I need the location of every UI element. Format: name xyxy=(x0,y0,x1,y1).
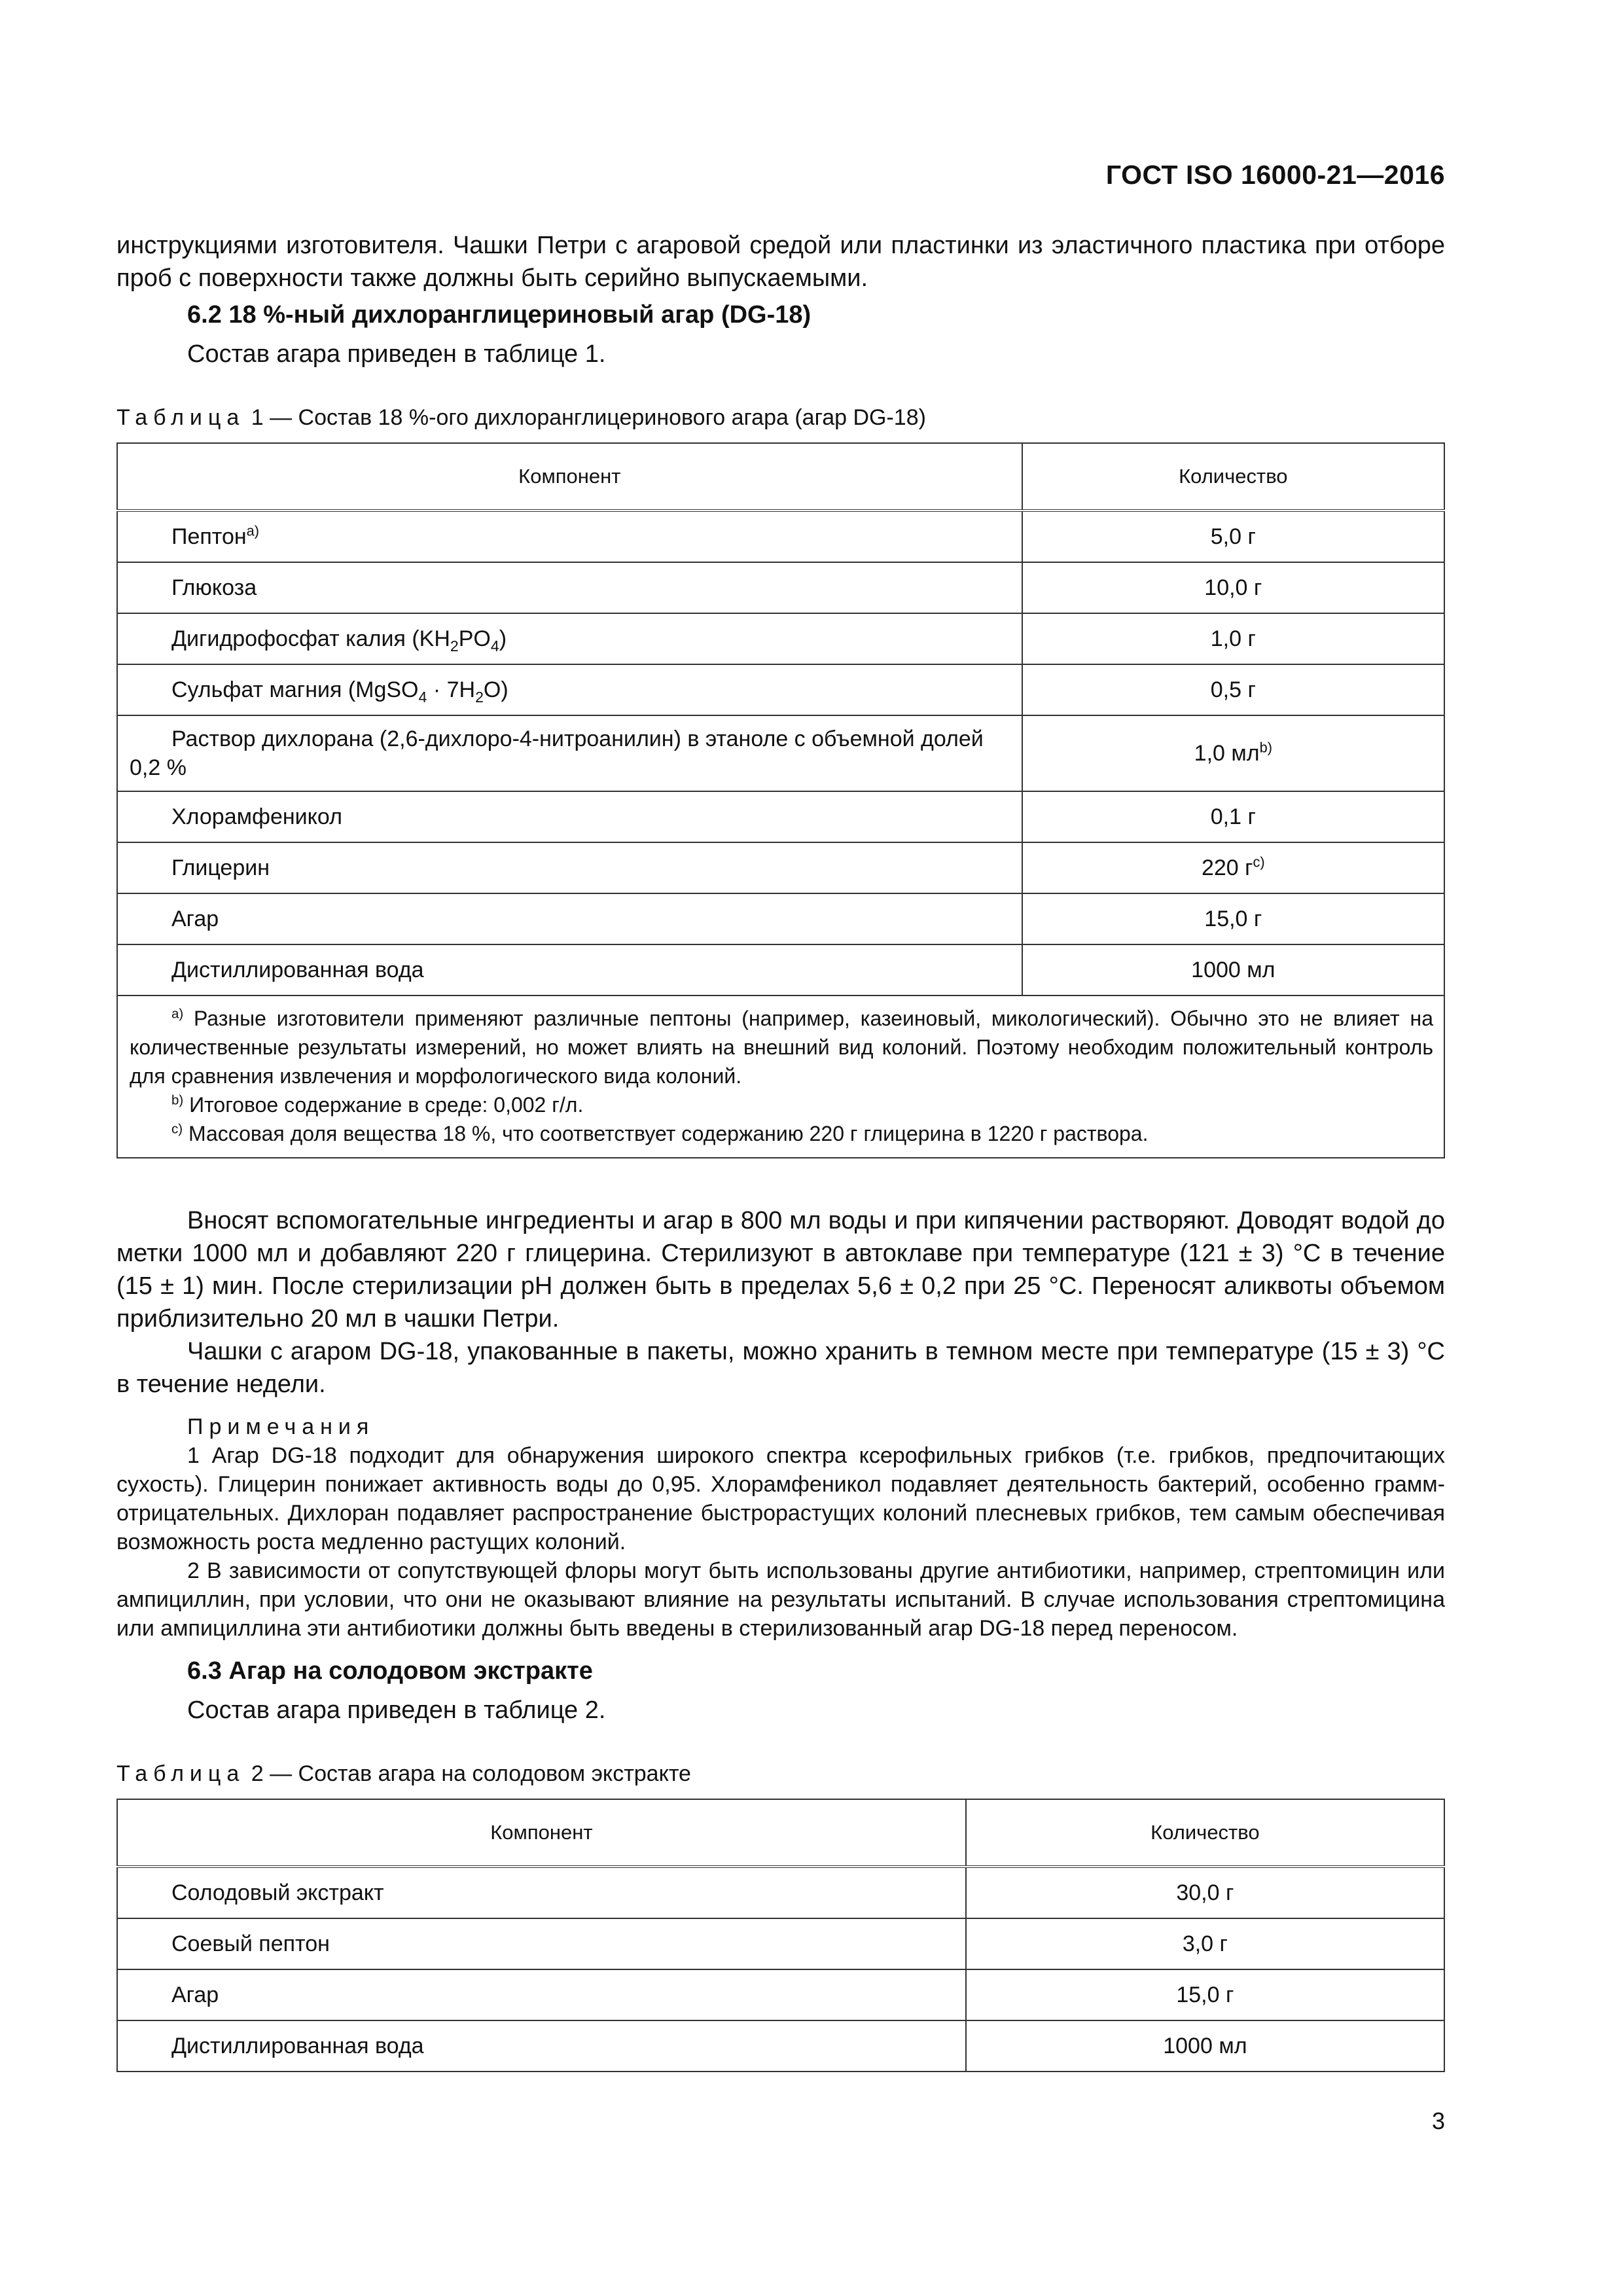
procedure-paragraph-2: Чашки с агаром DG-18, упакованные в пакеты, можно хранить в темном месте при температуре (15 ± 3) °C в течение недели. xyxy=(116,1338,1445,1398)
section-heading-6-2: 6.2 18 %-ный дихлоранглицериновый агар (DG-18) xyxy=(187,301,812,329)
table1-col-quantity: Количество xyxy=(1022,443,1444,511)
table-cell-quantity: 10,0 г xyxy=(1022,562,1444,613)
table-cell-quantity: 0,1 г xyxy=(1022,791,1444,842)
intro-paragraph: инструкциями изготовителя. Чашки Петри с агаровой средой или пластинки из эластичного пластика при отборе проб с поверхности также должны быть серийно выпускаемыми. xyxy=(116,232,1445,292)
table1-caption-text: 1 — Состав 18 %-ого дихлоранглицеринового агара (агар DG-18) xyxy=(245,405,926,430)
table2-header-row xyxy=(117,1799,1444,1867)
table-cell-component: Глюкоза xyxy=(117,562,1022,613)
table-row xyxy=(117,511,1444,562)
table-cell-component: Сульфат магния (MgSO$_4$ · $7H_2O$) xyxy=(117,664,1022,715)
table-row xyxy=(117,1867,1444,1918)
table-row xyxy=(117,2020,1444,2072)
table-cell-component: Соевый пептон xyxy=(117,1918,966,1969)
table-cell-component: Раствор дихлорана (2,6-дихлоро-4-нитроанилин) в этаноле с объемной долей 0,2 % xyxy=(117,715,1022,791)
table1-col-component: Компонент xyxy=(117,443,1022,511)
section-heading-6-3: 6.3 Агар на солодовом экстракте xyxy=(187,1657,593,1685)
table-row xyxy=(117,893,1444,944)
table1-caption-word: Таблица xyxy=(116,405,245,430)
table-cell-component: Дистиллированная вода xyxy=(117,2020,966,2072)
table-cell-quantity: 15,0 г xyxy=(966,1969,1444,2020)
table2-col-component: Компонент xyxy=(117,1799,966,1867)
procedure-paragraph-1: Вносят вспомогательные ингредиенты и агар в 800 мл воды и при кипячении растворяют. Доводят водой до метки 1000 мл и добавляют 220 г глицерина. Стерилизуют в автоклаве при температуре (121 ± 3) °C в течение (15 ± 1) мин. После стерилизации рН должен быть в пределах 5,6 ± 0,2 при 25 °C. Переносят аликвоты объемом приблизительно 20 мл в чашки Петри. xyxy=(116,1207,1445,1333)
table2-caption-text: 2 — Состав агара на солодовом экстракте xyxy=(245,1761,691,1786)
footnote-a: $^{а)}$ Разные изготовители применяют различные пептоны (например, казеиновый, микологический). Обычно это не влияет на количественные результаты измерений, но может влиять на внешний вид колоний. Поэтому необходим положительный контроль для сравнения извлечения и морфологического вида колоний. xyxy=(130,1006,1433,1088)
note-2: 2 В зависимости от сопутствующей флоры могут быть использованы другие антибиотики, например, стрептомицин или ампициллин, при условии, что они не оказывают влияние на результаты испытаний. В случае использования стрептомицина или ампициллина эти антибиотики должны быть введены в стерилизованный агар DG-18 перед переносом. xyxy=(116,1558,1445,1641)
table-row xyxy=(117,944,1444,996)
table1-footnotes xyxy=(117,996,1444,1158)
table-cell-component: Агар xyxy=(117,1969,966,2020)
footnote-c: $^{c)}$ Массовая доля вещества 18 %, что соответствует содержанию 220 г глицерина в 1220 г раствора. xyxy=(171,1121,1149,1145)
table-row xyxy=(117,613,1444,664)
table-cell-quantity: 1000 мл xyxy=(1022,944,1444,996)
table-cell-quantity: 5,0 г xyxy=(1022,511,1444,562)
note-1: 1 Агар DG-18 подходит для обнаружения широкого спектра ксерофильных грибков (т.е. грибков, предпочитающих сухость). Глицерин понижает активность воды до 0,95. Хлорамфеникол подавляет деятельность бактерий, особенно грамм-отрицательных. Дихлоран подавляет распространение быстрорастущих колоний плесневых грибков, тем самым обеспечивая возможность роста медленно растущих колоний. xyxy=(116,1443,1445,1554)
table1 xyxy=(116,442,1445,1158)
table1-footnotes-row xyxy=(117,996,1444,1158)
table2-caption-word: Таблица xyxy=(116,1761,245,1786)
table-row xyxy=(117,715,1444,791)
table-cell-component: Пептон$^{а)}$ xyxy=(117,511,1022,562)
section-intro-6-3: Состав агара приведен в таблице 2. xyxy=(187,1696,606,1724)
table-cell-component: Солодовый экстракт xyxy=(117,1867,966,1918)
table-row xyxy=(117,562,1444,613)
table-cell-component: Хлорамфеникол xyxy=(117,791,1022,842)
notes-title: Примечания xyxy=(187,1414,375,1439)
table-cell-component: Агар xyxy=(117,893,1022,944)
table-row xyxy=(117,1969,1444,2020)
table2-col-quantity: Количество xyxy=(966,1799,1444,1867)
table-cell-quantity: 15,0 г xyxy=(1022,893,1444,944)
footnote-b: $^{b)}$ Итоговое содержание в среде: 0,002 г/л. xyxy=(171,1092,584,1117)
table1-caption xyxy=(116,403,1445,432)
table-row xyxy=(117,664,1444,715)
table1-header-row xyxy=(117,443,1444,511)
document-code: ГОСТ ISO 16000-21—2016 xyxy=(1105,160,1445,190)
table-cell-quantity: 1,0 г xyxy=(1022,613,1444,664)
table-row xyxy=(117,1918,1444,1969)
table-cell-quantity: 0,5 г xyxy=(1022,664,1444,715)
page-content xyxy=(116,229,1445,2072)
table-row xyxy=(117,842,1444,893)
table-cell-quantity: 30,0 г xyxy=(966,1867,1444,1918)
table-cell-quantity: 3,0 г xyxy=(966,1918,1444,1969)
table-cell-component: Глицерин xyxy=(117,842,1022,893)
table-cell-quantity: 1000 мл xyxy=(966,2020,1444,2072)
table-row xyxy=(117,791,1444,842)
table2 xyxy=(116,1799,1445,2072)
table-cell-component: Дигидрофосфат калия $(KH_2PO_4)$ xyxy=(117,613,1022,664)
table-cell-component: Дистиллированная вода xyxy=(117,944,1022,996)
table-cell-quantity: 220 $г^{c)}$ xyxy=(1022,842,1444,893)
section-intro-6-2: Состав агара приведен в таблице 1. xyxy=(187,340,606,368)
table2-caption xyxy=(116,1759,1445,1788)
page-number: 3 xyxy=(1431,2108,1445,2134)
table-cell-quantity: 1,0 $мл^{b)}$ xyxy=(1022,715,1444,791)
